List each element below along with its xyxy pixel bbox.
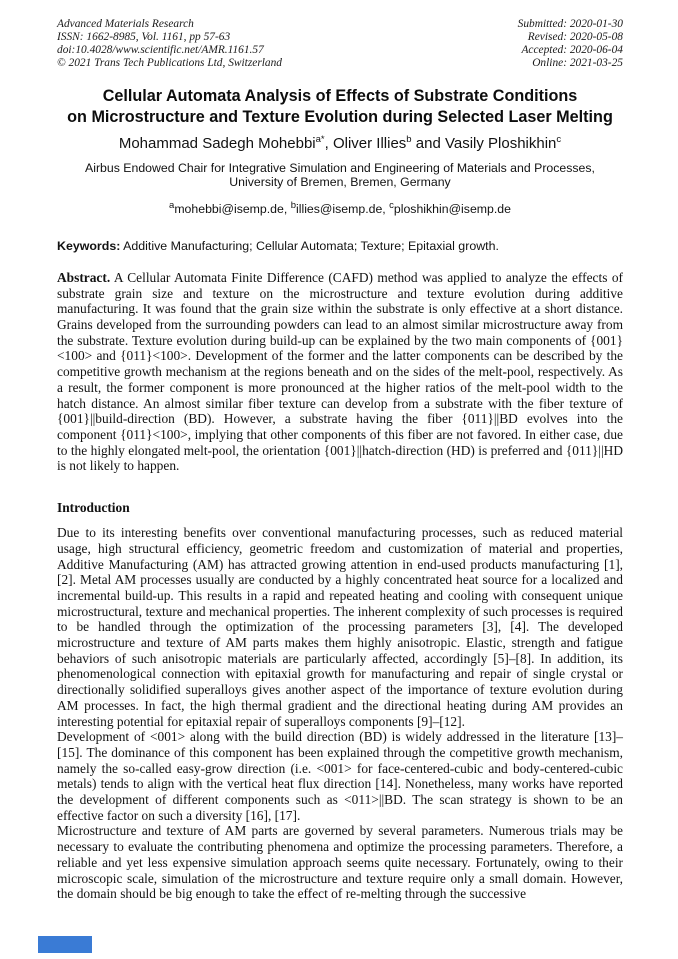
introduction-paragraph-3: Microstructure and texture of AM parts are governed by several parameters. Numerous trials may be necessary to evaluate the contributing phenomena and optimize the processing parameters. Therefore, a reliable and yet less expensive simulation approach seems quite necessary. Fortunately, owing to their microscopic scale, simulation of the microstructure and texture require only a small domain. However, the domain should be big enough to take the effect of re-melting through the successive bbox=[57, 823, 623, 902]
keywords-label: Keywords: bbox=[57, 238, 121, 253]
paper-title-line-2: on Microstructure and Texture Evolution during Selected Laser Melting bbox=[67, 107, 613, 126]
authors-line bbox=[57, 134, 623, 153]
author-1: Mohammad Sadegh Mohebbi bbox=[118, 134, 316, 152]
section-heading-introduction: Introduction bbox=[57, 500, 130, 516]
keywords-line bbox=[57, 239, 623, 254]
abstract-label: Abstract. bbox=[57, 269, 111, 285]
email-1-superscript: a bbox=[169, 199, 175, 211]
introduction-paragraph-2: Development of <001> along with the build direction (BD) is widely addressed in the literature [13]–[15]. The dominance of this component has been explained through the competitive growth mechanism, namely the so-called easy-grow direction (i.e. <001> for face-centered-cubic and body-centered-cubic metals) tends to align with the vertical heat flux direction [14]. Nonetheless, many works have reported the development of different components such as <011>||BD. The scan strategy is shown to be an effective factor on such a diversity [16], [17]. bbox=[57, 729, 623, 823]
author-3-superscript: c bbox=[556, 133, 562, 145]
abstract-paragraph bbox=[57, 270, 623, 474]
author-2-superscript: b bbox=[406, 133, 412, 145]
author-emails-line bbox=[57, 199, 623, 216]
author-1-superscript: a* bbox=[315, 133, 325, 145]
revised-date: Revised: 2020-05-08 bbox=[527, 31, 623, 44]
email-1: mohebbi@isemp.de, bbox=[174, 201, 291, 216]
affiliation-line-1: Airbus Endowed Chair for Integrative Simulation and Engineering of Materials and Processes, bbox=[85, 160, 595, 175]
journal-name: Advanced Materials Research bbox=[57, 18, 194, 30]
footer-link-mark[interactable] bbox=[38, 936, 92, 953]
journal-issn-volume: ISSN: 1662-8985, Vol. 1161, pp 57-63 bbox=[57, 31, 231, 44]
email-3-superscript: c bbox=[389, 199, 394, 211]
submitted-date: Submitted: 2020-01-30 bbox=[517, 18, 623, 30]
paper-title bbox=[57, 86, 623, 127]
email-2-superscript: b bbox=[290, 199, 296, 211]
journal-info-block bbox=[57, 18, 282, 70]
journal-copyright: © 2021 Trans Tech Publications Ltd, Switzerland bbox=[57, 57, 282, 70]
introduction-paragraph-1: Due to its interesting benefits over conventional manufacturing processes, such as reduced material usage, high structural efficiency, geometric freedom and customization of material and properties, Additive Manufacturing (AM) has attracted growing attention in end-used products manufacturing [1], [2]. Metal AM processes usually are conducted by a highly concentrated heat source for a localized and incremental build-up. This results in a rapid and repeated heating and cooling with consequent unique microstructural, texture and mechanical properties. The inherent complexity of such processes is required to be handled through the optimization of the processing parameters [3], [4]. The developed microstructure and texture of AM parts makes them highly anisotropic. Elastic, strength and fatigue behaviors of such anisotropic materials are particularly affected, accordingly [5]–[8]. In addition, its phenomenological connection with epitaxial growth for manufacturing and repair of single crystal or directionally solidified superalloys gives another aspect of the importance of texture evolution during AM processes. In fact, the high thermal gradient and the directional heating during AM provides an interesting potential for epitaxial repair of superalloys components [9]–[12]. bbox=[57, 525, 623, 729]
journal-masthead bbox=[57, 18, 623, 70]
keywords-text: Additive Manufacturing; Cellular Automata; Texture; Epitaxial growth. bbox=[120, 238, 499, 253]
author-2: , Oliver Illies bbox=[324, 134, 407, 152]
affiliation-line-2: University of Bremen, Bremen, Germany bbox=[229, 174, 451, 189]
paper-title-line-1: Cellular Automata Analysis of Effects of Substrate Conditions bbox=[102, 87, 578, 106]
accepted-date: Accepted: 2020-06-04 bbox=[521, 44, 623, 57]
journal-doi: doi:10.4028/www.scientific.net/AMR.1161.57 bbox=[57, 44, 264, 57]
email-2: illies@isemp.de, bbox=[296, 201, 390, 216]
author-3: and Vasily Ploshikhin bbox=[411, 134, 557, 152]
affiliation-block bbox=[57, 161, 623, 189]
submission-dates-block bbox=[518, 18, 623, 70]
online-date: Online: 2021-03-25 bbox=[532, 57, 623, 70]
email-3: ploshikhin@isemp.de bbox=[393, 201, 511, 216]
abstract-text: A Cellular Automata Finite Difference (CAFD) method was applied to analyze the effects of substrate grain size and texture on the microstructure and texture evolution during additive manufacturing. It was found that the grain size within the substrate is only effective at a short distance. Grains developed from the surrounding powders can lead to an almost similar microstructure away from the substrate. Texture evolution during build-up can be explained by the two main components of {001}<100> and {011}<100>. Development of the former and the latter components can be described by the competitive growth mechanism at the regions beneath and on the sides of the melt-pool, respectively. As a result, the former component is more pronounced at the higher ratios of the melt-pool width to the hatch distance. An almost similar fiber texture can develop from a substrate with the fiber texture of {001}||build-direction (BD). However, a substrate having the fiber {011}||BD evolves into the component {011}<100>, implying that other components of this fiber are not favored. In either case, due to the highly elongated melt-pool, the orientation {001}||hatch-direction (HD) is preferred and {011}||HD is not likely to happen. bbox=[57, 269, 623, 474]
